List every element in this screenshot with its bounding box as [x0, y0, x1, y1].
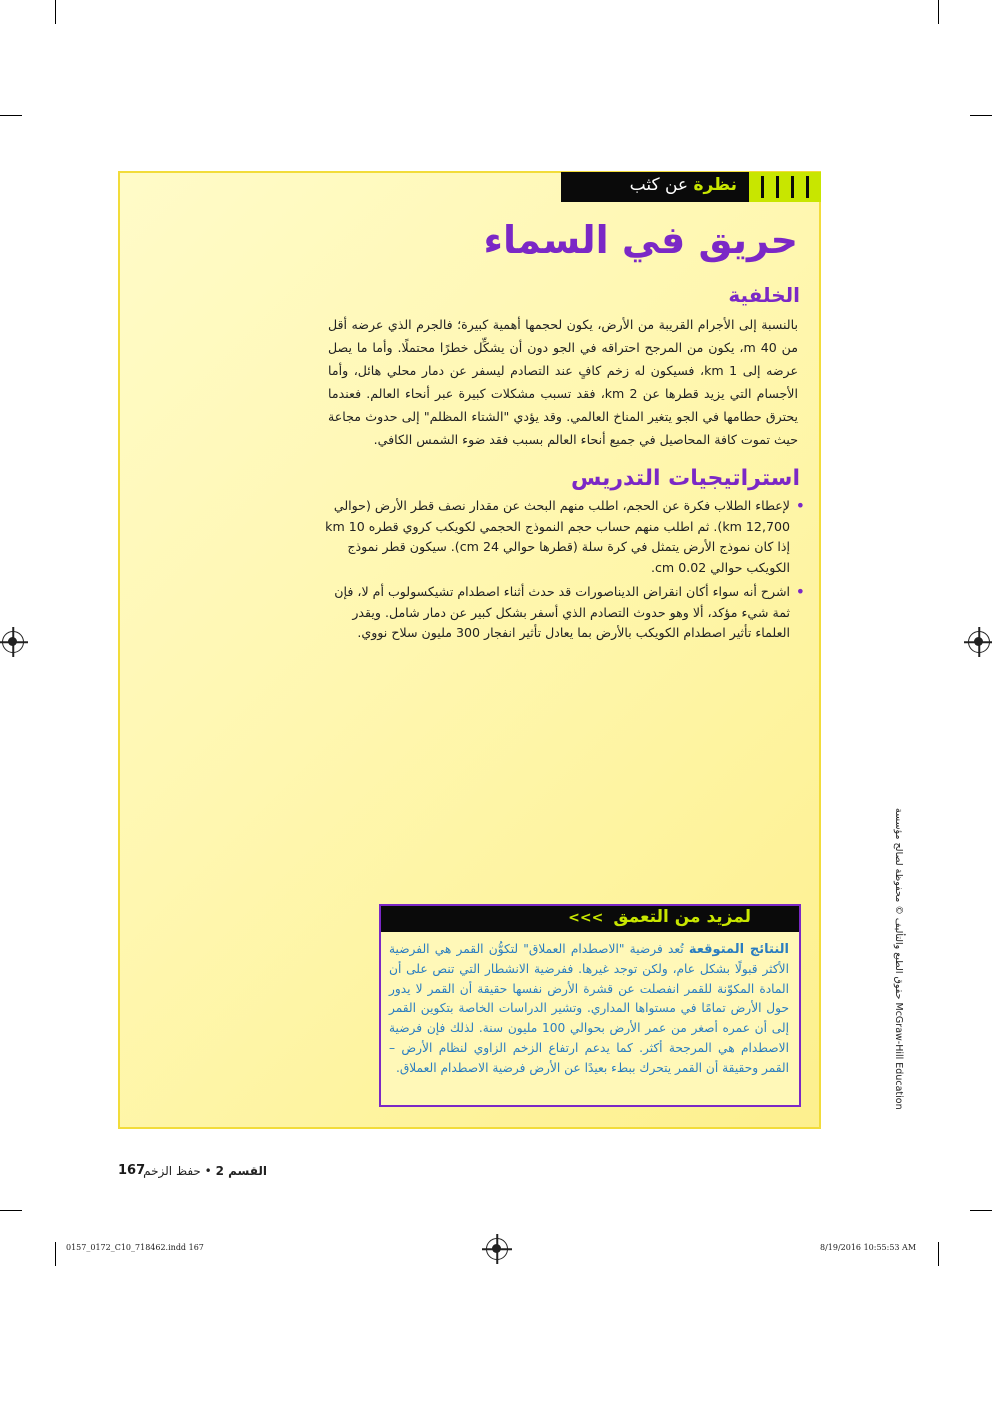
- footer-chapter: حفظ الزخم: [143, 1164, 201, 1178]
- deeper-title-bar: [381, 906, 799, 932]
- background-heading: الخلفية: [728, 283, 800, 307]
- registration-mark-icon: [2, 631, 24, 653]
- page-title: حريق في السماء: [483, 218, 798, 262]
- crop-mark: [970, 115, 992, 116]
- crop-mark: [55, 0, 56, 24]
- crop-mark: [0, 1210, 22, 1211]
- crop-mark: [970, 1210, 992, 1211]
- crop-mark: [55, 1242, 56, 1266]
- registration-mark-icon: [486, 1238, 508, 1260]
- header-tab-label: نظرة عن كثب: [629, 175, 737, 195]
- footer-section: [143, 1164, 267, 1178]
- footer-separator: •: [204, 1164, 212, 1178]
- list-item: • اشرح أنه سواء أكان انقراض الديناصورات قد حدث أثناء اصطدام تشيكسولوب أم لا، فإن ثمة شيء مؤكد، ألا وهو حدوث التصادم الذي أسفر بشكل كبير عن دمار شامل. ويقدر العلماء تأثير اصطدام الكويكب بالأرض بما يعادل تأثير انفجار 300 مليون سلاح نووي.: [320, 582, 790, 644]
- deeper-box: [379, 904, 801, 1107]
- crop-mark: [938, 0, 939, 24]
- copyright-text: حقوق الطبع والتأليف © محفوظة لصالح مؤسسة McGraw-Hill Education: [893, 808, 904, 1110]
- slug-datetime: 8/19/2016 10:55:53 AM: [820, 1243, 917, 1252]
- deeper-arrows: >>>: [568, 910, 604, 926]
- deeper-body: [381, 932, 799, 1079]
- strategies-list: [320, 496, 806, 648]
- deeper-lead: النتائج المتوقعة: [688, 942, 789, 957]
- copyright-side: [888, 808, 904, 1128]
- footer-section-label: القسم 2: [215, 1164, 267, 1178]
- deeper-title: لمزيد من التعمق: [613, 907, 751, 927]
- slug-file: 0157_0172_C10_718462.indd 167: [66, 1243, 204, 1252]
- strategies-heading: استراتيجيات التدريس: [570, 466, 800, 491]
- crop-mark: [0, 115, 22, 116]
- header-tab: [561, 172, 821, 202]
- registration-mark-icon: [968, 631, 990, 653]
- list-item: • لإعطاء الطلاب فكرة عن الحجم، اطلب منهم البحث عن مقدار نصف قطر الأرض (حوالي 12,700 km). ثم اطلب منهم حساب حجم النموذج الحجمي لكويكب كروي قطره 10 km إذا كان نموذج الأرض يتمثل في كرة سلة (قطرها حوالي 24 cm). سيكون قطر نموذج الكويكب حوالي 0.02 cm.: [320, 496, 790, 578]
- background-paragraph: بالنسبة إلى الأجرام القريبة من الأرض، يكون لحجمها أهمية كبيرة؛ فالجرم الذي عرضه أقل من 40 m، يكون من المرجح احتراقه في الجو دون أن يشكِّل خطرًا محتملًا. وأما ما يصل عرضه إلى 1 km، فسيكون له زخم كافٍ عند التصادم ليسفر عن دمار محلي هائل، وأما الأجسام التي يزيد قطرها عن 2 km، فقد تسبب مشكلات كبيرة عبر أنحاء العالم. فعندما يحترق حطامها في الجو يتغير المناخ العالمي. وقد يؤدي "الشتاء المظلم" إلى حدوث مجاعة حيث تموت كافة المحاصيل في جميع أنحاء العالم بسبب فقد ضوء الشمس الكافي.: [328, 317, 798, 447]
- deeper-text: تُعد فرضية "الاصطدام العملاق" لتكوُّن القمر هي الفرضية الأكثر قبولًا بشكل عام، ولكن توجد غيرها. ففرضية الانشطار التي تنص على أن المادة المكوّنة للقمر انفصلت عن قشرة الأرض نفسها حقيقة أن القمر لا يدور حول الأرض تمامًا في مستواها المداري. وتشير الدراسات الخاصة بتكوين القمر إلى أن عمره أصغر من عمر الأرض بحوالي 100 مليون سنة. لذلك فإن فرضية الاصطدام هي المرجحة أكثر. كما يدعم ارتفاع الزخم الزاوي لنظام الأرض – القمر وحقيقة أن القمر يتحرك ببطء بعيدًا عن الأرض فرضية الاصطدام العملاق.: [389, 942, 789, 1075]
- page-number: 167: [118, 1163, 146, 1178]
- tab-stripes: [749, 172, 821, 202]
- crop-mark: [938, 1242, 939, 1266]
